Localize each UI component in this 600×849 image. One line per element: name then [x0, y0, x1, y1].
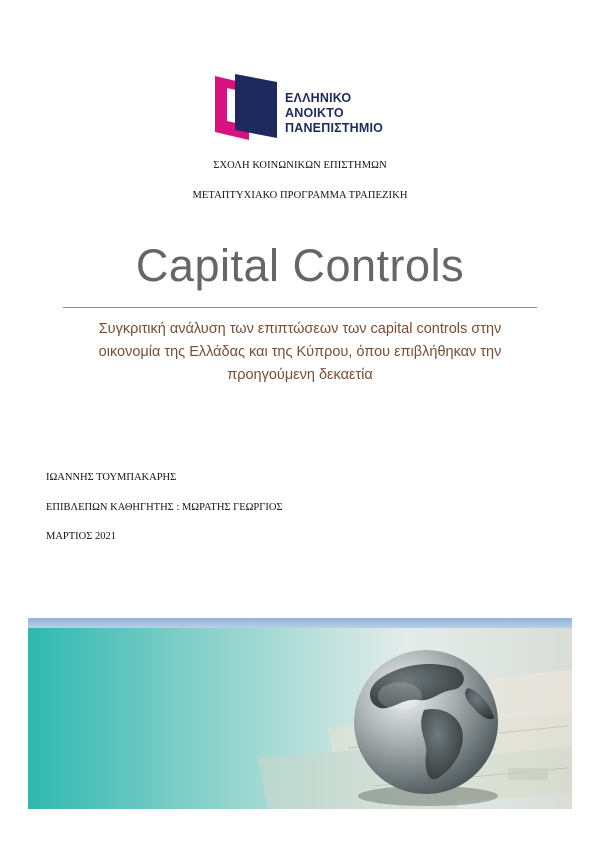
document-subtitle — [40, 318, 560, 387]
globe-on-banknotes-icon — [28, 618, 572, 809]
supervisor-line: ΕΠΙΒΛΕΠΩΝ ΚΑΘΗΓΗΤΗΣ : ΜΩΡΑΤΗΣ ΓΕΩΡΓΙΟΣ — [46, 502, 283, 513]
eap-logo-icon — [215, 74, 279, 142]
subtitle-line-3: προηγούμενη δεκαετία — [227, 367, 373, 383]
author-name: ΙΩΑΝΝΗΣ ΤΟΥΜΠΑΚΑΡΗΣ — [46, 472, 177, 483]
title-divider — [63, 307, 537, 308]
program-name: ΜΕΤΑΠΤΥΧΙΑΚΟ ΠΡΟΓΡΑΜΜΑ ΤΡΑΠΕΖΙΚΗ — [192, 190, 408, 201]
subtitle-line-1: Συγκριτική ανάλυση των επιπτώσεων των capital controls στην — [98, 321, 502, 337]
school-name: ΣΧΟΛΗ ΚΟΙΝΩΝΙΚΩΝ ΕΠΙΣΤΗΜΩΝ — [213, 160, 387, 171]
cover-image — [28, 618, 572, 809]
logo-wordmark — [285, 91, 383, 136]
subtitle-line-2: οικονομία της Ελλάδας και της Κύπρου, όπου επιβλήθηκαν την — [98, 344, 502, 360]
logo-line-3: ΠΑΝΕΠΙΣΤΗΜΙΟ — [285, 121, 384, 135]
logo-line-1: ΕΛΛΗΝΙΚΟ — [285, 91, 352, 105]
logo-line-2: ΑΝΟΙΚΤΟ — [285, 106, 344, 120]
submission-date: ΜΑΡΤΙΟΣ 2021 — [46, 531, 116, 542]
document-title: Capital Controls — [135, 240, 465, 291]
university-logo — [215, 74, 395, 142]
